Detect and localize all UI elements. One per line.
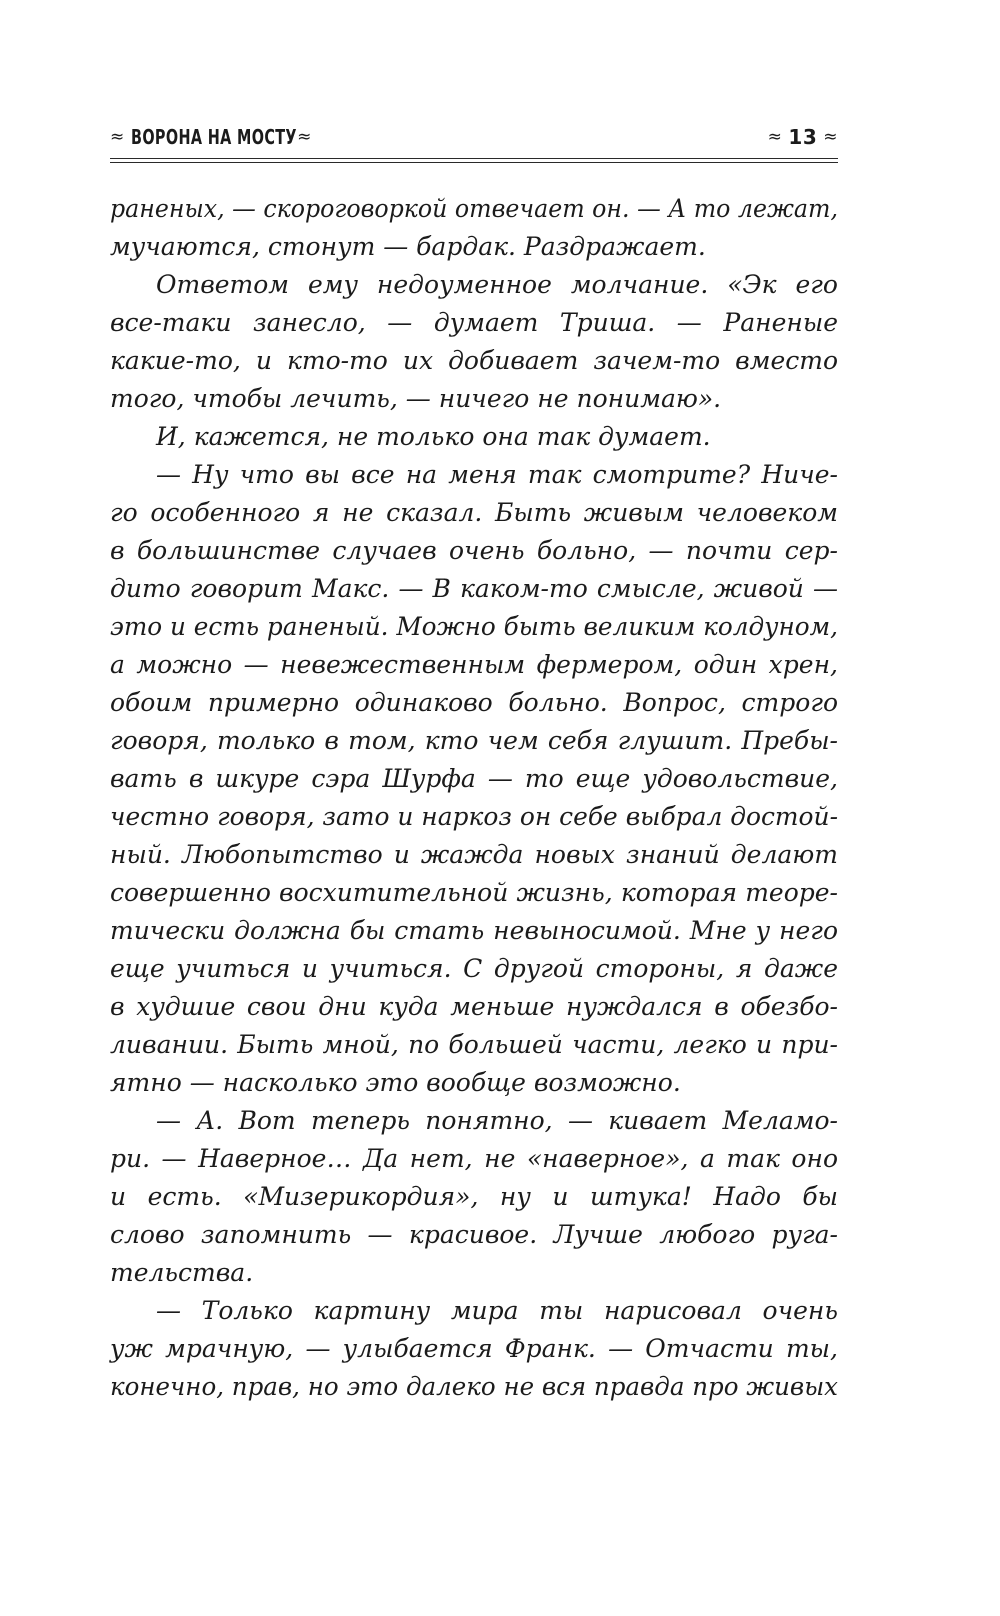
body-text xyxy=(110,190,838,1406)
text-line: в худшие свои дни куда меньше нуждался в обезбо- xyxy=(110,992,838,1021)
page-number: 13 xyxy=(788,125,818,149)
text-line: в большинстве случаев очень больно, — почти сер- xyxy=(110,536,838,565)
text-line: тельства. xyxy=(110,1258,254,1287)
text-line: вать в шкуре сэра Шурфа — то еще удовольствие, xyxy=(110,764,838,793)
wave-ornament-icon: ≈ xyxy=(767,126,783,147)
text-line: а можно — невежественным фермером, один хрен, xyxy=(110,650,838,679)
text-line: говоря, только в том, кто чем себя глушит. Пребы- xyxy=(110,726,838,755)
book-title: ВОРОНА НА МОСТУ xyxy=(130,125,297,149)
text-line: ятно — насколько это вообще возможно. xyxy=(110,1068,681,1097)
text-line: это и есть раненый. Можно быть великим колдуном, xyxy=(110,612,838,641)
running-head xyxy=(110,122,838,152)
text-line: конечно, прав, но это далеко не вся правда про живых xyxy=(110,1372,838,1401)
text-line: какие-то, и кто-то их добивает зачем-то вместо xyxy=(110,346,838,375)
text-line: Ответом ему недоуменное молчание. «Эк его xyxy=(156,270,838,299)
text-line: еще учиться и учиться. С другой стороны, я даже xyxy=(110,954,838,983)
text-line: слово запомнить — красивое. Лучше любого руга- xyxy=(110,1220,838,1249)
running-head-right xyxy=(768,125,838,149)
running-head-left xyxy=(110,125,312,149)
text-line: ри. — Наверное… Да нет, не «наверное», а так оно xyxy=(110,1144,838,1173)
text-line: дито говорит Макс. — В каком-то смысле, живой — xyxy=(110,574,838,603)
text-line: того, чтобы лечить, — ничего не понимаю». xyxy=(110,384,722,413)
wave-ornament-icon: ≈ xyxy=(823,126,838,147)
text-line: И, кажется, не только она так думает. xyxy=(156,422,711,451)
text-line: — А. Вот теперь понятно, — кивает Меламо- xyxy=(156,1106,838,1135)
text-line: ливании. Быть мной, по большей части, легко и при- xyxy=(110,1030,838,1059)
text-line: ный. Любопытство и жажда новых знаний делают xyxy=(110,840,838,869)
text-line: го особенного я не сказал. Быть живым человеком xyxy=(110,498,838,527)
text-line: обоим примерно одинаково больно. Вопрос, строго xyxy=(110,688,838,717)
text-line: честно говоря, зато и наркоз он себе выбрал достой- xyxy=(110,802,838,831)
text-line: мучаются, стонут — бардак. Раздражает. xyxy=(110,232,706,261)
text-line: — Только картину мира ты нарисовал очень xyxy=(156,1296,838,1325)
wave-ornament-icon: ≈ xyxy=(297,126,312,147)
text-line: уж мрачную, — улыбается Франк. — Отчасти ты, xyxy=(110,1334,838,1363)
text-line: и есть. «Мизерикордия», ну и штука! Надо бы xyxy=(110,1182,838,1211)
book-page xyxy=(110,0,838,1616)
text-line: совершенно восхитительной жизнь, которая теоре- xyxy=(110,878,838,907)
text-line: все-таки занесло, — думает Триша. — Раненые xyxy=(110,308,838,337)
wave-ornament-icon: ≈ xyxy=(110,126,125,147)
header-double-rule xyxy=(110,158,838,163)
text-line: — Ну что вы все на меня так смотрите? Ниче- xyxy=(156,460,838,489)
text-line: тически должна бы стать невыносимой. Мне у него xyxy=(110,916,838,945)
text-line: раненых, — скороговоркой отвечает он. — А то лежат, xyxy=(110,194,838,223)
